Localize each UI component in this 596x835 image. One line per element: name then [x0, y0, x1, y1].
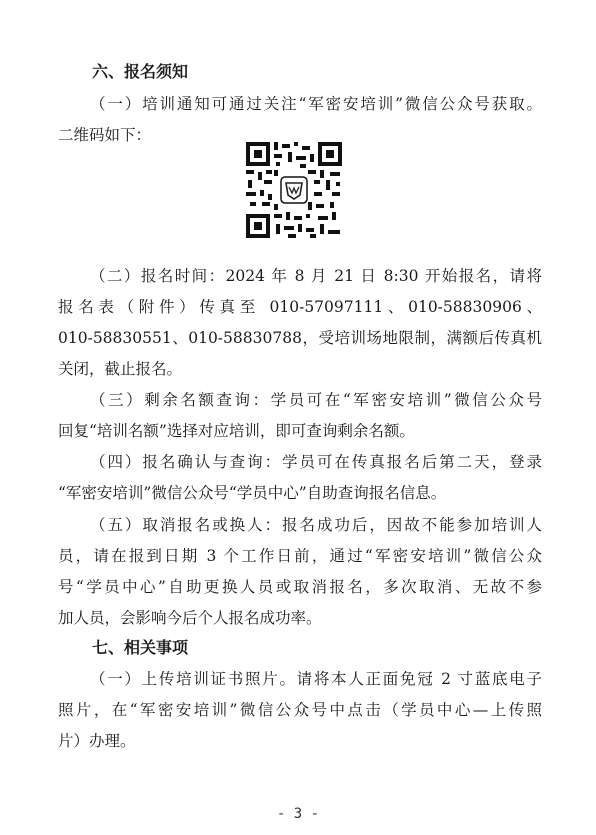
- paragraph-line: （一）培训通知可通过关注“军密安培训”微信公众号获取。: [90, 95, 542, 113]
- paragraph-line: （二）报名时间：2024 年 8 月 21 日 8:30 开始报名，请将: [90, 267, 542, 285]
- paragraph-line: 片）办理。: [58, 732, 136, 750]
- paragraph-line: 回复“培训名额”选择对应培训，即可查询剩余名额。: [58, 422, 415, 440]
- paragraph-line: 号“学员中心”自助更换人员或取消报名，多次取消、无故不参: [58, 578, 542, 596]
- paragraph-line: 加人员，会影响今后个人报名成功率。: [58, 609, 322, 627]
- section-7-heading: 七、相关事项: [92, 638, 189, 657]
- paragraph-line: 照片，在“军密安培训”微信公众号中点击（学员中心—上传照: [58, 701, 542, 719]
- paragraph-line: 二维码如下：: [58, 126, 152, 144]
- paragraph-line: “军密安培训”微信公众号“学员中心”自助查询报名信息。: [58, 484, 447, 502]
- paragraph-line: （三）剩余名额查询：学员可在“军密安培训”微信公众号: [90, 391, 542, 409]
- paragraph-line: 010-58830551、010-58830788，受培训场地限制，满额后传真机: [58, 329, 542, 347]
- paragraph-line: （五）取消报名或换人：报名成功后，因故不能参加培训人: [90, 516, 542, 534]
- section-6-heading: 六、报名须知: [92, 62, 189, 81]
- paragraph-line: （四）报名确认与查询：学员可在传真报名后第二天，登录: [90, 453, 542, 471]
- paragraph-line: 关闭，截止报名。: [58, 360, 183, 378]
- page-number: - 3 -: [276, 806, 320, 822]
- paragraph-line: 员，请在报到日期 3 个工作日前，通过“军密安培训”微信公众: [58, 547, 542, 565]
- paragraph-line: 报名表（附件）传真至 010-57097111、010-58830906、: [58, 298, 542, 316]
- qr-code-icon: [244, 140, 344, 240]
- paragraph-line: （一）上传培训证书照片。请将本人正面免冠 2 寸蓝底电子: [90, 670, 542, 688]
